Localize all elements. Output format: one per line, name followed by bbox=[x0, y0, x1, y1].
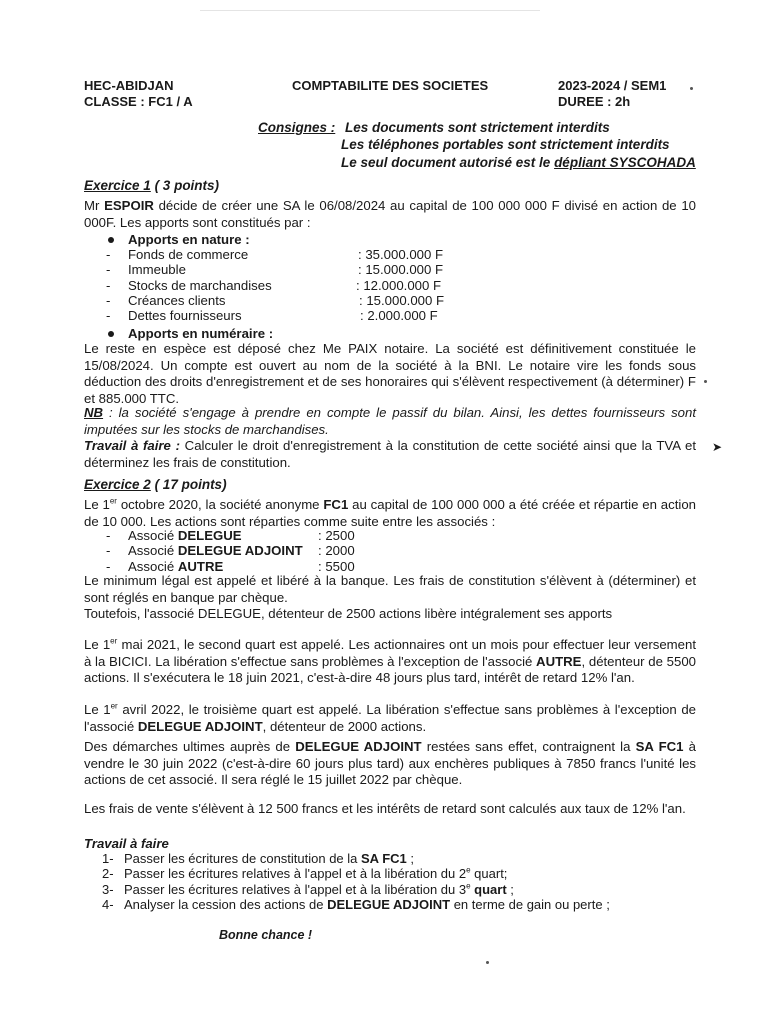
third-quart-text: Le 1er avril 2022, le troisième quart est appelé. La libération s'effectue sans problèmes à l'exception de l'associé DELEGUE ADJOINT, détenteur de 2000 actions. bbox=[84, 701, 696, 734]
list-item: - Créances clients : 15.000.000 F bbox=[106, 292, 445, 308]
list-item: - Stocks de marchandises : 12.000.000 F bbox=[106, 277, 442, 293]
apports-numeraire-heading: Apports en numéraire : bbox=[108, 326, 273, 341]
consigne-line: Les documents sont strictement interdits bbox=[345, 120, 610, 135]
exercise-1-nb: NB : la société s'engage à prendre en compte le passif du bilan. Ainsi, les dettes fournisseurs sont imputées sur les stocks de marchandises. bbox=[84, 405, 696, 437]
school-name: HEC-ABIDJAN bbox=[84, 78, 174, 93]
scan-speck bbox=[704, 380, 707, 383]
consigne-line bbox=[341, 155, 696, 170]
apports-numeraire-text: Le reste en espèce est déposé chez Me PAIX notaire. La société est définitivement constituée le 15/08/2024. Un compte est ouvert au nom de la société à la BNI. Le notaire vire les fonds sous déduction des droits d'enregistrement et de ses honoraires qui s'élèvent respectivement (à déterminer) F et 885.000 TTC. bbox=[84, 341, 696, 406]
list-item: - Associé AUTRE : 5500 bbox=[106, 558, 355, 574]
exercise-1-intro: Mr ESPOIR décide de créer une SA le 06/08/2024 au capital de 100 000 000 F divisé en action de 10 000F. Les apports sont constitués par : bbox=[84, 198, 696, 230]
list-item: 4- Analyser la cession des actions de DELEGUE ADJOINT en terme de gain ou perte ; bbox=[102, 896, 610, 912]
bullet-icon bbox=[108, 331, 114, 337]
consignes-label: Consignes : bbox=[258, 120, 336, 135]
list-item: - Fonds de commerce : 35.000.000 F bbox=[106, 247, 444, 262]
associates-list bbox=[106, 528, 355, 574]
consigne-line: Les téléphones portables sont strictement interdits bbox=[341, 137, 670, 152]
list-item: 2- Passer les écritures relatives à l'appel et à la libération du 2e quart; bbox=[102, 865, 508, 882]
list-item: - Immeuble : 15.000.000 F bbox=[106, 262, 444, 278]
list-item: 1- Passer les écritures de constitution de la SA FC1 ; bbox=[102, 851, 414, 866]
academic-year: 2023-2024 / SEM1 bbox=[558, 78, 667, 93]
list-item: - Associé DELEGUE ADJOINT : 2000 bbox=[106, 543, 355, 559]
frais-vente-text: Les frais de vente s'élèvent à 12 500 francs et les intérêts de retard sont calculés aux taux de 12% l'an. bbox=[84, 801, 686, 816]
second-quart-text: Le 1er mai 2021, le second quart est appelé. Les actionnaires ont un mois pour effectuer leur versement à la BICICI. La libération s'effectue sans problèmes à l'exception de l'associé AUTRE, détenteur de 5500 actions. Il s'exécutera le 18 juin 2021, c'est-à-dire 48 jours plus tard, intérêt de retard 12% l'an. bbox=[84, 636, 696, 685]
list-item: 3- Passer les écritures relatives à l'appel et à la libération du 3e quart ; bbox=[102, 881, 514, 897]
exercise-1-title: Exercice 1 ( 3 points) bbox=[84, 178, 220, 193]
arrow-mark-icon: ➤ bbox=[712, 440, 723, 454]
scan-line bbox=[200, 10, 540, 11]
list-item: - Dettes fournisseurs : 2.000.000 F bbox=[106, 308, 438, 324]
exam-duration: DUREE : 2h bbox=[558, 94, 631, 109]
exercise-2-intro: Le 1er octobre 2020, la société anonyme FC1 au capital de 100 000 000 a été créée et répartie en action de 10 000. Les actions sont réparties comme suite entre les associés : bbox=[84, 496, 696, 529]
scan-speck bbox=[690, 87, 693, 90]
class-line: CLASSE : FC1 / A bbox=[84, 94, 193, 109]
list-item: - Associé DELEGUE : 2500 bbox=[106, 528, 355, 543]
course-title: COMPTABILITE DES SOCIETES bbox=[292, 78, 489, 93]
travail-a-faire-heading: Travail à faire bbox=[84, 836, 169, 851]
exercise-2-title: Exercice 2 ( 17 points) bbox=[84, 477, 227, 492]
bullet-icon bbox=[108, 237, 114, 243]
depliant-syscohada: dépliant SYSCOHADA bbox=[554, 155, 696, 170]
minimum-legal-text: Le minimum légal est appelé et libéré à la banque. Les frais de constitution s'élèvent à (déterminer) et sont réglés en banque par chèque. bbox=[84, 573, 696, 605]
tasks-list bbox=[102, 851, 610, 912]
apports-nature-list bbox=[106, 247, 444, 323]
exercise-1-travail: Travail à faire : Calculer le droit d'enregistrement à la constitution de cette société ainsi que la TVA et déterminez les frais de constitution. bbox=[84, 438, 697, 470]
closing-message: Bonne chance ! bbox=[219, 928, 313, 942]
consigne-text: Le seul document autorisé est le bbox=[341, 155, 555, 170]
apports-nature-heading: Apports en nature : bbox=[108, 232, 250, 247]
scan-speck bbox=[486, 961, 489, 964]
demarches-text: Des démarches ultimes auprès de DELEGUE ADJOINT restées sans effet, contraignent la SA FC1 à vendre le 30 juin 2022 (c'est-à-dire 60 jours plus tard) aux enchères publiques à 7850 francs l'unité les actions de cet associé. Il sera réglé le 15 juillet 2022 par chèque. bbox=[84, 739, 696, 787]
toutefois-text: Toutefois, l'associé DELEGUE, détenteur de 2500 actions libère intégralement ses apports bbox=[84, 606, 613, 621]
